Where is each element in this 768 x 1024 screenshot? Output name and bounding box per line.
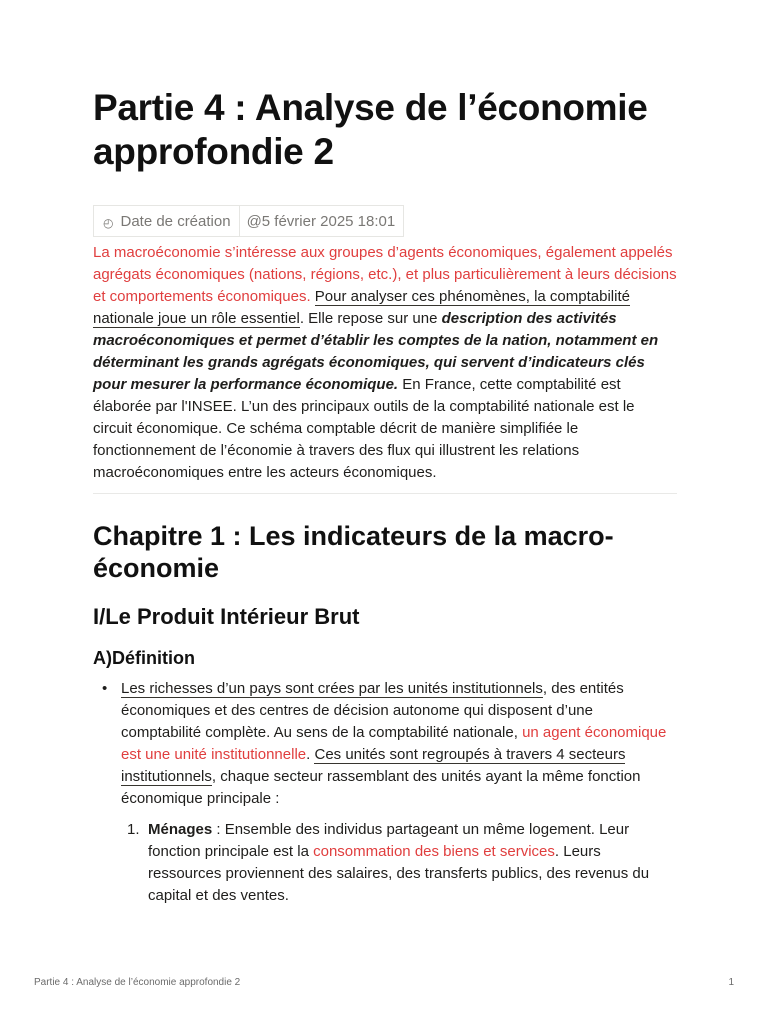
- section-heading: I/Le Produit Intérieur Brut: [93, 604, 360, 629]
- page-footer: [34, 977, 734, 988]
- footer-title: Partie 4 : Analyse de l’économie approfondie 2: [34, 977, 241, 988]
- property-value[interactable]: @5 février 2025 18:01: [246, 212, 396, 230]
- property-name-label: Date de création: [120, 212, 231, 230]
- intro-bold-italic-text: description des activités macroéconomiques et permet d’établir les comptes de la nation, notamment en déterminant les grands agrégats économiques, qui servent d’indicateurs clés pour mesurer la performance économique.: [93, 310, 659, 393]
- intro-red-text: La macroéconomie s’intéresse aux groupes d’agents économiques, également appelés agrégats économiques (nations, régions, etc.), et plus particulièrement à leurs décisions et comportements économiques.: [93, 244, 677, 305]
- item-text-2: . Leurs ressources proviennent des salaires, des transferts publics, des revenus du capital et des ventes.: [148, 843, 650, 904]
- intro-underlined-text: Pour analyser ces phénomènes, la comptabilité nationale joue un rôle essentiel: [93, 288, 630, 327]
- bullet-underlined-1: Les richesses d’un pays sont crées par les unités institutionnels: [121, 680, 543, 697]
- bullet-underlined-2: Ces unités sont regroupés à travers 4 secteurs institutionnels: [121, 746, 626, 785]
- list-item: [93, 678, 677, 810]
- numbered-item: [93, 819, 677, 907]
- item-bold-term: Ménages: [148, 821, 213, 838]
- item-number: 1.: [127, 821, 140, 838]
- subsection-heading: A)Définition: [93, 648, 195, 668]
- page-title: Partie 4 : Analyse de l’économie approfondie 2: [93, 87, 648, 172]
- intro-text-2: En France, cette comptabilité est élaborée par l'INSEE. L’un des principaux outils de la comptabilité nationale est le circuit économique. Ce schéma comptable décrit de manière simplifiée le fonctionnement de l’économie à travers des flux qui illustrent les relations macroéconomiques entre les acteurs économiques.: [93, 376, 635, 481]
- chapter-heading: Chapitre 1 : Les indicateurs de la macro-économie: [93, 521, 614, 583]
- property-name: [94, 206, 240, 236]
- bullet-text-2: .: [306, 746, 315, 763]
- bullet-text-1: , des entités économiques et des centres de décision autonome qui disposent d’une comptabilité complète. Au sens de la comptabilité nationale,: [121, 680, 624, 741]
- intro-text-1: . Elle repose sur une: [299, 310, 442, 327]
- item-text-1: : Ensemble des individus partageant un même logement. Leur fonction principale est la: [148, 821, 630, 860]
- clock-icon: ◴: [103, 215, 114, 230]
- item-red-text: consommation des biens et services: [313, 843, 555, 860]
- bullet-red-text: un agent économique est une unité institutionnelle: [121, 724, 667, 763]
- page-content: [93, 86, 677, 907]
- divider: [93, 493, 677, 494]
- bullet-text-3: , chaque secteur rassemblant des unités ayant la même fonction économique principale :: [121, 768, 641, 807]
- bullet-dot: •: [102, 680, 108, 697]
- intro-paragraph: [93, 242, 677, 484]
- property-row[interactable]: [93, 205, 404, 237]
- page-number: 1: [728, 977, 734, 988]
